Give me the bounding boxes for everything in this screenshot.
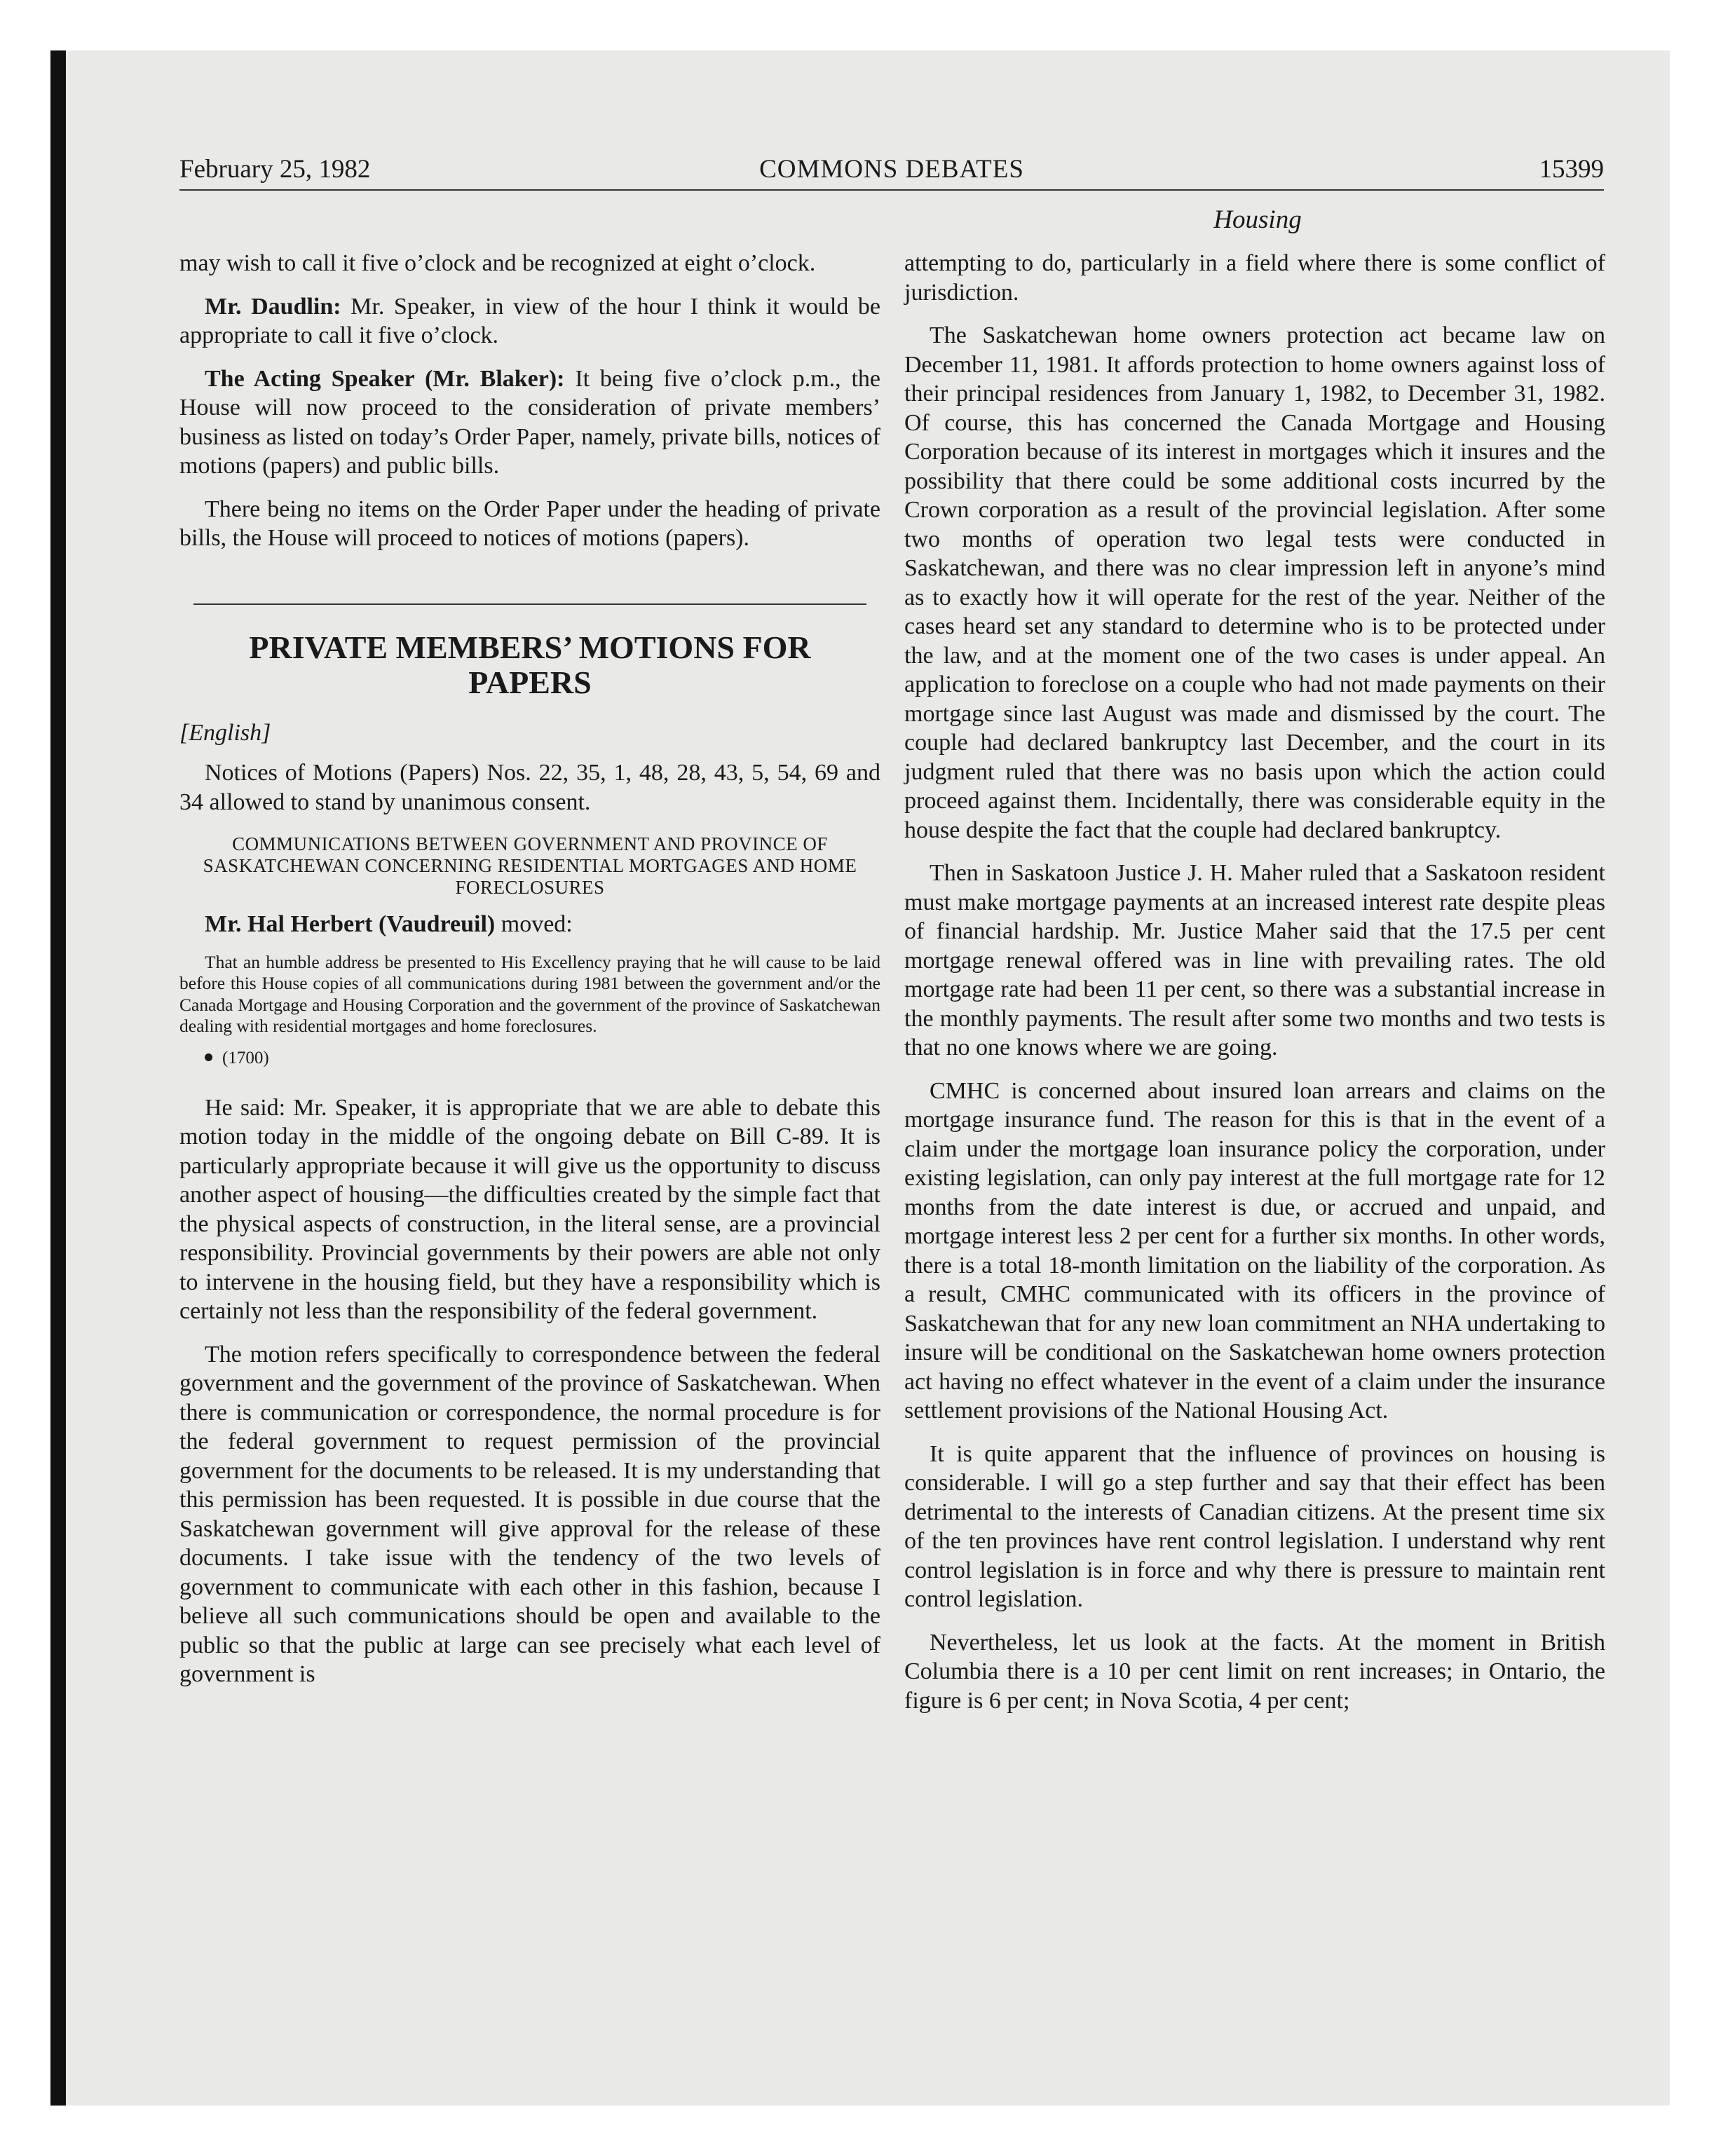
paragraph: The motion refers specifically to correspondence between the federal government and the government of the province of Saskatchewan. When there is communication or correspondence, the normal procedure is for the federal government to request permission of the provincial government for the documents to be released. It is my understanding that this permission has been requested. It is possible in due course that the Saskatchewan government will give approval for the release of these documents. I take issue with the tendency of the two levels of government to communicate with each other in this fashion, because I believe all such communications should be open and available to the public so that the public at large can see precisely what each level of government is (179, 1341, 880, 1687)
section-divider (193, 603, 866, 605)
paragraph: There being no items on the Order Paper under the heading of private bills, the House will proceed to notices of motions (papers). (179, 496, 880, 551)
speech-text: It being five o’clock p.m., the House will now proceed to the consideration of private members’ business as listed on today’s Order Paper, namely, private bills, notices of motions (papers) and public bills. (179, 365, 880, 479)
paragraph: attempting to do, particularly in a field where there is some conflict of jurisdiction. (904, 250, 1605, 306)
motion-mover (179, 910, 880, 939)
paragraph: CMHC is concerned about insured loan arrears and claims on the mortgage insurance fund. The reason for this is that in the event of a claim under the mortgage loan insurance policy the corporation, under existing legislation, can only pay interest at the full mortgage rate for 12 months from the date interest is due, or accrued and unpaid, and mortgage interest less 2 per cent for a further six months. In other words, there is a total 18-month limitation on the liability of the corporation. As a result, CMHC communicated with its officers in the province of Saskatchewan that for any new loan commitment an NHA undertaking to insure will be conditional on the Saskatchewan home owners protection act having no effect whatever in the event of a claim under the insurance settlement provisions of the National Housing Act. (904, 1077, 1605, 1424)
header-rule (179, 189, 1604, 191)
paragraph: Then in Saskatoon Justice J. H. Maher ruled that a Saskatoon resident must make mortgage payments at an increased interest rate despite pleas of financial hardship. Mr. Justice Maher said that the 17.5 per cent mortgage renewal offered was in line with prevailing rates. The old mortgage rate had been 11 per cent, so there was a substantial increase in the monthly payments. The result after some two months and two tests is that no one knows where we are going. (904, 860, 1605, 1060)
scan-binding-edge (50, 50, 66, 2106)
paragraph: Nevertheless, let us look at the facts. At the moment in British Columbia there is a 10 per cent limit on rent increases; in Ontario, the figure is 6 per cent; in Nova Scotia, 4 per cent; (904, 1629, 1605, 1714)
header-page-number: 15399 (1539, 155, 1604, 184)
mover-name: Mr. Hal Herbert (Vaudreuil) (205, 911, 496, 937)
paragraph: It is quite apparent that the influence of provinces on housing is considerable. I will go a step further and say that their effect has been detrimental to the interests of Canadian citizens. At the present time six of the ten provinces have rent control legislation. I understand why rent control legislation is in force and why there is pressure to maintain rent control legislation. (904, 1440, 1605, 1612)
speaker-name: The Acting Speaker (Mr. Blaker): (205, 365, 565, 392)
speech-text: Mr. Speaker, in view of the hour I think it would be appropriate to call it five o’clock. (179, 293, 880, 348)
left-column (179, 249, 880, 1689)
paragraph: The Saskatchewan home owners protection act became law on December 11, 1981. It affords protection to home owners against loss of their principal residences from January 1, 1982, to December 31, 1982. Of course, this has concerned the Canada Mortgage and Housing Corporation because of its interest in mortgages which it insures and the possibility that there could be some additional costs incurred by the Crown corporation as a result of the provincial legislation. After some two months of operation two legal tests were conducted in Saskatchewan, and there was no clear impression left in anyone’s mind as to exactly how it will operate for the rest of the year. Neither of the cases heard set any standard to determine who is to be protected under the law, and at the moment one of the two cases is under appeal. An application to foreclose on a couple who had not made payments on their mortgage since last August was made and dismissed by the court. The couple had declared bankruptcy last December, and the court in its judgment ruled that there was no basis upon which the action could proceed against them. Incidentally, there was considerable equity in the house despite the fact that the couple had declared bankruptcy. (904, 322, 1605, 843)
paragraph: Notices of Motions (Papers) Nos. 22, 35, 1, 48, 28, 43, 5, 54, 69 and 34 allowed to stand by unanimous consent. (179, 760, 880, 815)
page-header (179, 149, 1604, 191)
bullet-icon (205, 1053, 212, 1061)
header-publication: COMMONS DEBATES (759, 155, 1024, 184)
speech-daudlin (179, 292, 880, 350)
paragraph: He said: Mr. Speaker, it is appropriate that we are able to debate this motion today in the middle of the ongoing debate on Bill C-89. It is particularly appropriate because it will give us the opportunity to discuss another aspect of housing—the difficulties created by the simple fact that the physical aspects of construction, in the literal sense, are a provincial responsibility. Provincial governments by their powers are able not only to intervene in the housing field, but they have a responsibility which is certainly not less than the responsibility of the federal government. (179, 1094, 880, 1324)
language-marker: [English] (179, 719, 271, 746)
motion-text: That an humble address be presented to His Excellency praying that he will cause to be laid before this House copies of all communications during 1981 between the government and/or the Canada Mortgage and Housing Corporation and the government of the province of Saskatchewan dealing with residential mortgages and home foreclosures. (179, 951, 880, 1036)
speech-acting-speaker (179, 364, 880, 481)
motion-subheading: COMMUNICATIONS BETWEEN GOVERNMENT AND PROVINCE OF SASKATCHEWAN CONCERNING RESIDENTIAL MORTGAGES AND HOME FORECLOSURES (203, 833, 857, 898)
mover-suffix: moved: (495, 911, 573, 937)
right-column (904, 249, 1605, 1715)
section-label: Housing (1213, 205, 1302, 234)
time-marker-text: (1700) (222, 1048, 269, 1067)
time-marker (205, 1047, 880, 1070)
speaker-name: Mr. Daudlin: (205, 293, 341, 320)
paragraph: may wish to call it five o’clock and be recognized at eight o’clock. (179, 250, 816, 276)
section-heading: PRIVATE MEMBERS’ MOTIONS FOR PAPERS (249, 629, 811, 700)
header-date: February 25, 1982 (179, 155, 371, 184)
